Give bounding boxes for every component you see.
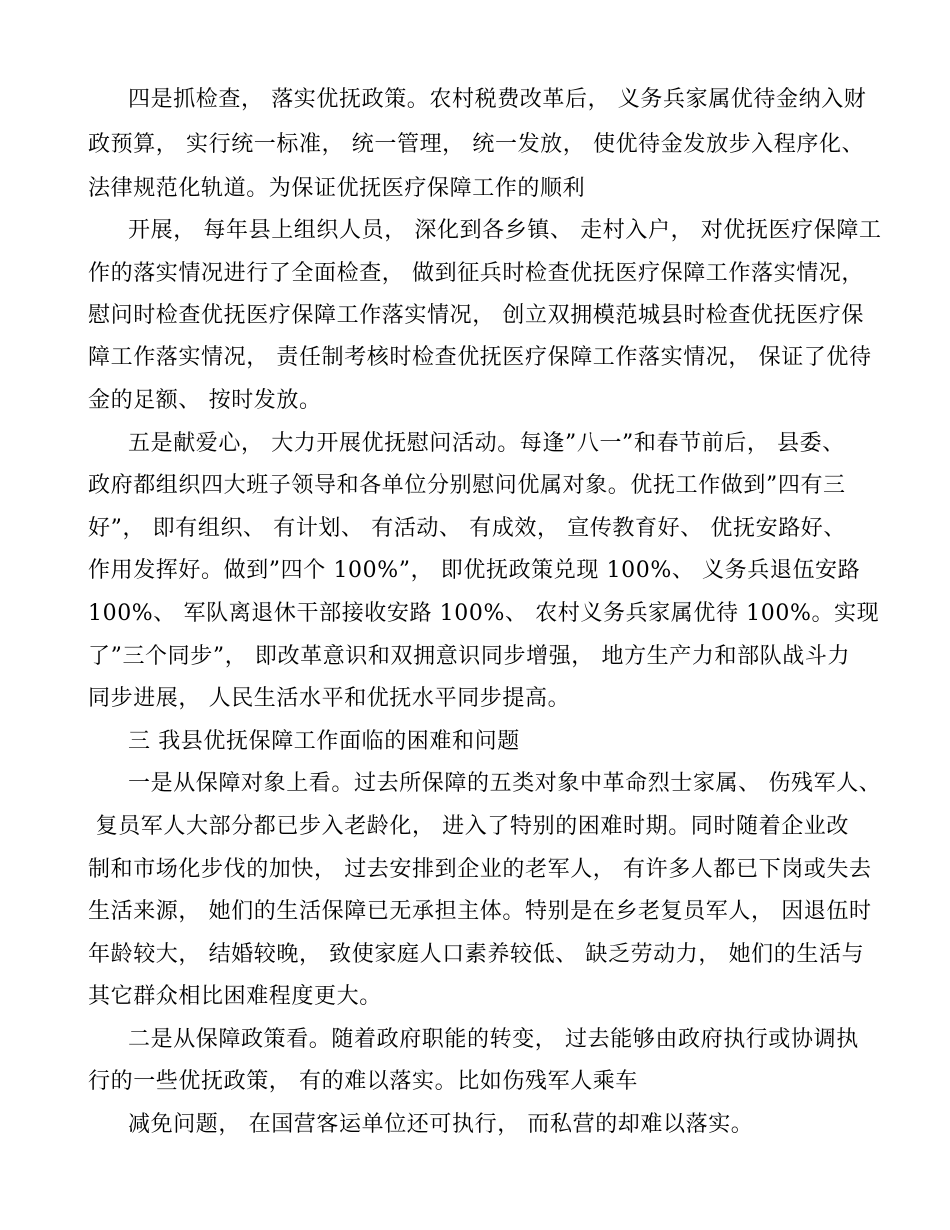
text-line: 生活来源， 她们的生活保障已无承担主体。特别是在乡老复员军人， 因退伍时 <box>88 899 872 924</box>
text-line: 复员军人大部分都已步入老龄化， 进入了特别的困难时期。同时随着企业改 <box>88 814 849 839</box>
text-line: 二是从保障政策看。随着政府职能的转变， 过去能够由政府执行或协调执 <box>128 1027 859 1052</box>
text-line: 开展， 每年县上组织人员， 深化到各乡镇、 走村入户， 对优抚医疗保障工 <box>128 218 882 243</box>
text-line: 100%、 军队离退休干部接收安路 100%、 农村义务兵家属优待 100%。实现 <box>88 601 880 626</box>
text-line: 金的足额、 按时发放。 <box>88 388 322 413</box>
text-line: 法律规范化轨道。为保证优抚医疗保障工作的顺利 <box>88 176 586 201</box>
text-line: 了”三个同步”， 即改革意识和双拥意识同步增强， 地方生产力和部队战斗力 <box>88 644 851 669</box>
text-line: 四是抓检查， 落实优抚政策。农村税费改革后， 义务兵家属优待金纳入财 <box>128 87 867 112</box>
text-line: 作用发挥好。做到”四个 100%”， 即优抚政策兑现 100%、 义务兵退伍安路 <box>88 558 861 583</box>
text-line: 行的一些优抚政策， 有的难以落实。比如伤残军人乘车 <box>88 1069 638 1094</box>
text-line: 慰问时检查优抚医疗保障工作落实情况， 创立双拥模范城县时检查优抚医疗保 <box>88 303 864 328</box>
text-line: 一是从保障对象上看。过去所保障的五类对象中革命烈士家属、 伤残军人、 <box>128 771 882 796</box>
text-line: 作的落实情况进行了全面检查， 做到征兵时检查优抚医疗保障工作落实情况， <box>88 261 864 286</box>
text-line: 好”， 即有组织、 有计划、 有活动、 有成效， 宣传教育好、 优抚安路好、 <box>88 516 847 541</box>
text-line: 减免问题， 在国营客运单位还可执行， 而私营的却难以落实。 <box>128 1112 754 1137</box>
text-line: 障工作落实情况， 责任制考核时检查优抚医疗保障工作落实情况， 保证了优待 <box>88 345 872 370</box>
text-line: 年龄较大， 结婚较晚， 致使家庭人口素养较低、 缺乏劳动力， 她们的生活与 <box>88 942 865 967</box>
text-line: 其它群众相比困难程度更大。 <box>88 984 382 1009</box>
section-heading: 三 我县优抚保障工作面临的困难和问题 <box>128 729 520 754</box>
text-line: 政府都组织四大班子领导和各单位分别慰问优属对象。优抚工作做到”四有三 <box>88 473 846 498</box>
text-line: 五是献爱心， 大力开展优抚慰问活动。每逢”八一”和春节前后， 县委、 <box>128 431 845 456</box>
text-line: 政预算， 实行统一标准， 统一管理， 统一发放， 使优待金发放步入程序化、 <box>88 132 865 157</box>
text-line: 同步进展， 人民生活水平和优抚水平同步提高。 <box>88 686 571 711</box>
text-line: 制和市场化步伐的加快， 过去安排到企业的老军人， 有许多人都已下岗或失去 <box>88 857 872 882</box>
